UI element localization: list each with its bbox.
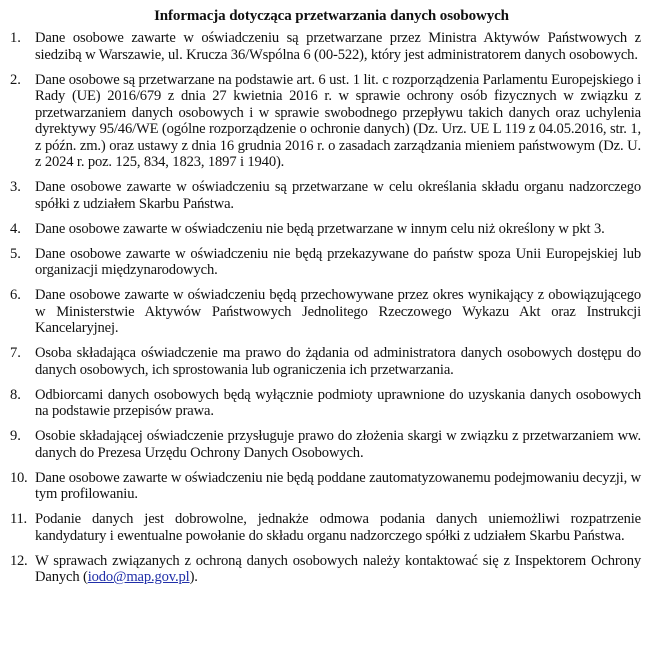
item-number: 4. — [10, 220, 21, 237]
item-text: Dane osobowe zawarte w oświadczeniu są przetwarzane przez Ministra Aktywów Państwowych z siedzibą w Warszawie, ul. Krucza 36/Wspólna 6 (00-522), który jest administratorem danych osobowych. — [35, 30, 641, 63]
item-text: Dane osobowe zawarte w oświadczeniu będą przechowywane przez okres wynikający z obowiązującego w Ministerstwie Aktywów Państwowych Jednolitego Rzeczowego Wykazu Akt oraz Instrukcji Kancelaryjnej. — [35, 287, 641, 336]
item-text-before-link: W sprawach związanych z ochroną danych osobowych należy kontaktować się z Inspektorem Ochrony Danych ( — [35, 552, 641, 585]
item-text: Dane osobowe zawarte w oświadczeniu nie będą przekazywane do państw spoza Unii Europejskiej lub organizacji międzynarodowych. — [35, 245, 641, 278]
information-list — [10, 30, 641, 586]
item-number: 5. — [10, 245, 21, 262]
iodo-email-link[interactable]: iodo@map.gov.pl — [87, 569, 190, 585]
document-title: Informacja dotycząca przetwarzania danych osobowych — [154, 8, 509, 24]
item-number: 2. — [10, 71, 21, 88]
item-text-after-link: ). — [189, 569, 198, 585]
list-item-1 — [10, 30, 641, 63]
item-text: Dane osobowe są przetwarzane na podstawie art. 6 ust. 1 lit. c rozporządzenia Parlamentu Europejskiego i Rady (UE) 2016/679 z dnia 27 kwietnia 2016 r. w sprawie ochrony osób fizycznych w związku z przetwarzaniem danych osobowych i w sprawie swobodnego przepływu takich danych oraz uchylenia dyrektywy 95/46/WE (ogólne rozporządzenie o ochronie danych) (Dz. Urz. UE L 119 z 04.05.2016, str. 1, z późn. zm.) oraz ustawy z dnia 16 grudnia 2016 r. o zasadach zarządzania mieniem państwowym (Dz. U. z 2024 r. poz. 125, 834, 1823, 1897 i 1940). — [35, 71, 641, 170]
list-item-8 — [10, 387, 641, 420]
item-text: Odbiorcami danych osobowych będą wyłącznie podmioty uprawnione do uzyskania danych osobowych na podstawie przepisów prawa. — [35, 386, 641, 419]
list-item-2 — [10, 72, 641, 171]
list-item-11 — [10, 511, 641, 544]
item-number: 10. — [10, 469, 28, 486]
item-number: 11. — [10, 511, 27, 527]
list-item-9 — [10, 428, 641, 461]
list-item-5 — [10, 246, 641, 279]
item-number: 1. — [10, 30, 21, 46]
item-text: Dane osobowe zawarte w oświadczeniu nie będą poddane zautomatyzowanemu podejmowaniu decyzji, w tym profilowaniu. — [35, 469, 641, 502]
list-item-10 — [10, 470, 641, 503]
list-item-7 — [10, 345, 641, 378]
item-text: Osoba składająca oświadczenie ma prawo do żądania od administratora danych osobowych dostępu do danych osobowych, ich sprostowania lub ograniczenia ich przetwarzania. — [35, 345, 641, 378]
list-item-6 — [10, 287, 641, 337]
item-number: 8. — [10, 386, 21, 403]
list-item-12 — [10, 553, 641, 586]
item-number: 6. — [10, 287, 21, 303]
item-text — [35, 553, 641, 586]
item-number: 7. — [10, 345, 21, 361]
list-item-4 — [10, 221, 641, 238]
list-item-3 — [10, 179, 641, 212]
item-text: Dane osobowe zawarte w oświadczeniu są przetwarzane w celu określania składu organu nadzorczego spółki z udziałem Skarbu Państwa. — [35, 179, 641, 212]
item-text: Dane osobowe zawarte w oświadczeniu nie będą przetwarzane w innym celu niż określony w pkt 3. — [35, 220, 605, 237]
item-text: Osobie składającej oświadczenie przysługuje prawo do złożenia skargi w związku z przetwarzaniem ww. danych do Prezesa Urzędu Ochrony Danych Osobowych. — [35, 428, 641, 461]
item-number: 9. — [10, 428, 21, 444]
item-number: 12. — [10, 552, 28, 569]
item-number: 3. — [10, 179, 21, 195]
item-text: Podanie danych jest dobrowolne, jednakże odmowa podania danych uniemożliwi rozpatrzenie kandydatury i ewentualne powołanie do składu organu nadzorczego spółki z udziałem Skarbu Państwa. — [35, 511, 641, 544]
